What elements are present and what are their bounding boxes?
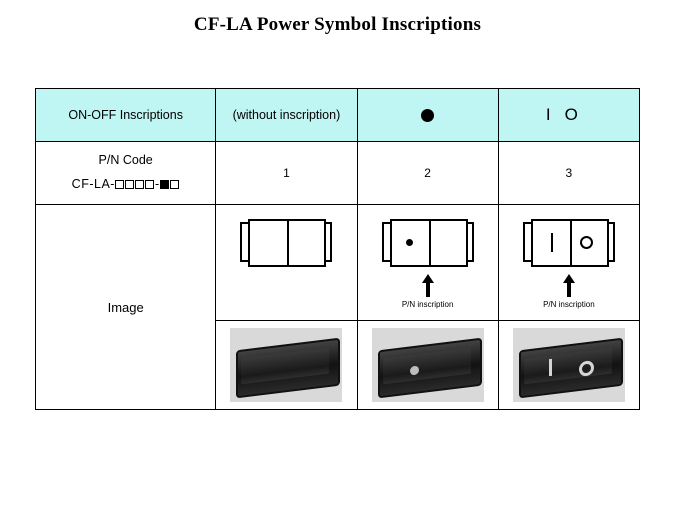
rocker-inner-frame [531,219,609,267]
on-off-inscriptions-label: ON-OFF Inscriptions [68,108,183,122]
rocker-switch-drawing-dot [382,222,474,262]
header-cell-label [36,89,216,142]
io-symbol-group [546,105,592,124]
pn-inscription-caption: P/N inscription [543,299,595,309]
drawing-cell-option-3 [498,205,639,321]
bar-symbol-icon [551,233,553,252]
pn-cell-option-2: 2 [357,142,498,205]
image-cell-label [36,205,216,410]
placeholder-square-icon [125,180,134,189]
placeholder-square-icon [145,180,154,189]
arrow-up-icon [422,274,434,283]
arrow-up-icon [563,274,575,283]
table-drawing-row [36,205,640,321]
pn-code-pattern [36,173,215,197]
placeholder-square-icon [170,180,179,189]
circle-symbol-icon [580,236,593,249]
photo-cell-option-3 [498,321,639,410]
rocker-divider [287,221,289,265]
drawing-cell-option-2 [357,205,498,321]
rocker-switch-photo-plain [230,328,342,402]
bar-symbol-icon [549,359,552,376]
filled-square-icon [160,180,169,189]
rocker-switch-drawing-plain [240,222,332,262]
rocker-inner-frame [248,219,326,267]
page-title: CF-LA Power Symbol Inscriptions [193,14,482,35]
filled-dot-symbol-icon [406,239,413,246]
bar-symbol-icon: I [545,105,565,124]
pn-inscription-annotation [402,274,454,309]
pn-code-label: P/N Code [98,153,153,168]
rocker-inner-frame [390,219,468,267]
pn-cell-option-3: 3 [498,142,639,205]
header-cell-option-3 [498,89,639,142]
power-symbol-table [35,88,640,410]
rocker-switch-drawing-io [523,222,615,262]
pn-prefix: CF-LA- [71,177,115,191]
table-pn-row [36,142,640,205]
pn-cell-label [36,142,216,205]
header-cell-option-1 [216,89,357,142]
without-inscription-label: (without inscription) [232,108,341,122]
arrow-stem-icon [567,283,571,297]
placeholder-square-icon [135,180,144,189]
table-header-row [36,89,640,142]
rocker-switch-photo-dot [372,328,484,402]
arrow-stem-icon [426,283,430,297]
rocker-divider [429,221,431,265]
image-label: Image [107,299,144,315]
pn-separator: - [154,177,160,191]
placeholder-square-icon [115,180,124,189]
drawing-cell-option-1 [216,205,357,321]
photo-cell-option-2 [357,321,498,410]
pn-cell-option-1: 1 [216,142,357,205]
circle-symbol-icon: O [564,105,592,124]
rocker-switch-photo-io [513,328,625,402]
rocker-divider [570,221,572,265]
photo-cell-option-1 [216,321,357,410]
pn-inscription-caption: P/N inscription [401,299,454,309]
filled-dot-symbol-icon [421,109,434,122]
header-cell-option-2 [357,89,498,142]
pn-inscription-annotation [543,274,595,309]
